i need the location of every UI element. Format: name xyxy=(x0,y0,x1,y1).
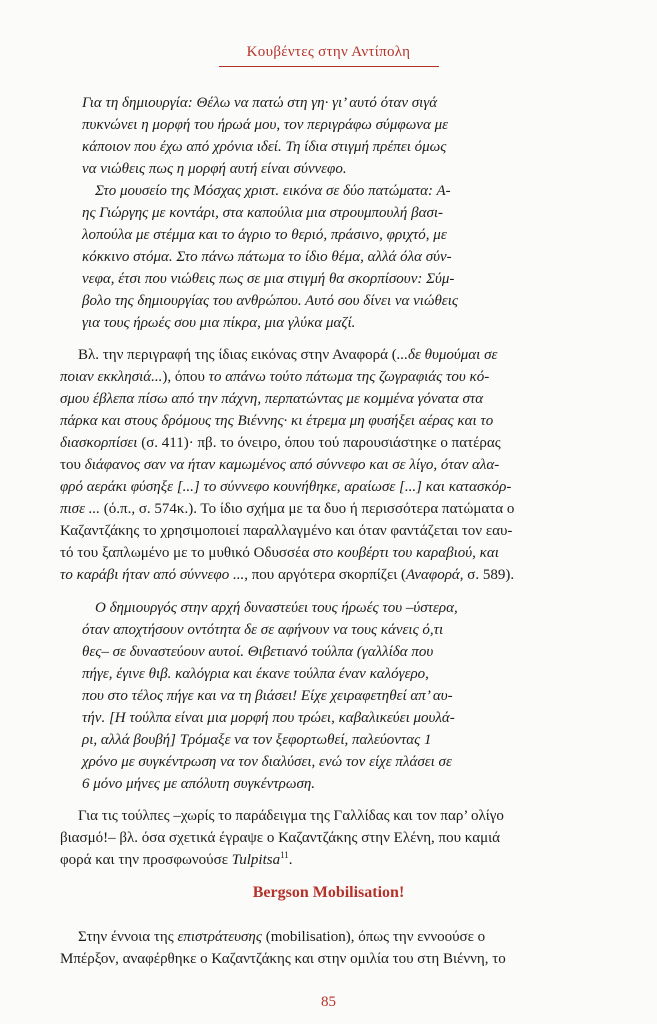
quote2-line: ρι, αλλά βουβή] Τρόμαξε να τον ξεφορτωθεί, παλεύοντας 1 xyxy=(82,732,432,748)
quote2-line: τήν. [Η τούλπα είναι μια μορφή που τρώει, καβαλικεύει μουλά- xyxy=(82,710,455,726)
text-run: διασκορπίσει xyxy=(60,435,138,451)
text-run: Αναφορά xyxy=(406,567,460,583)
para1-line xyxy=(60,366,489,388)
text-run: (ό.π., σ. 574κ.). Το ίδιο σχήμα με τα δυο ή περισσότερα πατώματα ο xyxy=(100,501,515,517)
quote2-line: 6 μόνο μήνες με απόλυτη συγκέντρωση. xyxy=(82,776,316,792)
quote1-line: νεφα, έτσι που νιώθεις πως σε μια στιγμή θα σκορπίσουν: Σύμ- xyxy=(82,271,455,287)
para1-line xyxy=(78,344,497,366)
text-run: πισε ... xyxy=(60,501,100,517)
quote1-line: κάποιον που έχω από χρόνια ιδεί. Τη ίδια στιγμή πρέπει όμως xyxy=(82,139,447,155)
quote1-line: κόκκινο στόμα. Στο πάνω πάτωμα το ίδιο θέμα, αλλά όλα σύν- xyxy=(82,249,452,265)
quote2-line: όταν αποχτήσουν οντότητα δε σε αφήνουν να τους κάνεις ό,τι xyxy=(82,622,444,638)
text-run: διάφανος σαν να ήταν καμωμένος από σύννεφο και σε λίγο, όταν αλα- xyxy=(84,457,500,473)
quote2-line: Ο δημιουργός στην αρχή δυναστεύει τους ήρωές του –ύστερα, xyxy=(95,600,458,616)
text-run: . xyxy=(288,852,293,868)
para1-line xyxy=(60,432,501,454)
text-run: Βλ. την περιγραφή της ίδιας εικόνας στην Αναφορά ( xyxy=(78,347,397,363)
text-run: (σ. 411)· πβ. το όνειρο, όπου τού παρουσιάστηκε ο πατέρας xyxy=(137,435,501,451)
para1-line: σμου έβλεπα πίσω από την πάχνη, περπατώντας με κομμένα γόνατα στα xyxy=(60,391,484,407)
text-run: τό του ξαπλωμένο με το μυθικό Οδυσσέα xyxy=(60,545,314,561)
text-run: (mobilisation), όπως την εννοούσε ο xyxy=(261,929,486,945)
text-run: ...δε θυμούμαι σε xyxy=(396,347,498,363)
text-run: Στην έννοια της xyxy=(78,929,178,945)
running-head-rule xyxy=(219,66,439,67)
text-run: το απάνω τούτο πάτωμα της ζωγραφιάς του κό- xyxy=(208,369,490,385)
para2-line xyxy=(60,849,293,871)
footnote-marker: 11 xyxy=(280,850,289,860)
quote2-line: πήγε, έγινε θιβ. καλόγρια και έκανε τούλπα έναν καλόγερο, xyxy=(82,666,429,682)
running-head: Κουβέντες στην Αντίπολη xyxy=(246,44,411,60)
para1-line xyxy=(60,542,499,564)
quote1-line: πυκνώνει η μορφή του ήρωά μου, τον περιγράφω σύμφωνα με xyxy=(82,117,449,133)
para1-line xyxy=(60,498,514,520)
quote1-line: ης Γιώργης με κοντάρι, στα καπούλια μια στρουμπουλή βασι- xyxy=(82,205,444,221)
para1-line xyxy=(60,454,499,476)
text-run: , σ. 589). xyxy=(459,567,515,583)
quote1-line: Στο μουσείο της Μόσχας χριστ. εικόνα σε δύο πατώματα: Α- xyxy=(95,183,451,199)
text-run: επιστράτευσης xyxy=(177,929,262,945)
quote2-line: χρόνο με συγκέντρωση να τον διαλύσει, ενώ τον είχε πλάσει σε xyxy=(82,754,452,770)
para3-line xyxy=(78,926,485,948)
page-number: 85 xyxy=(321,994,336,1010)
quote1-line: να νιώθεις πως η μορφή αυτή είναι σύννεφο. xyxy=(82,161,347,177)
quote1-line: λοπούλα με στέμμα και το άγριο το θεριό, πράσινο, φριχτό, με xyxy=(82,227,447,243)
text-run: του xyxy=(60,457,85,473)
text-run: ποιαν εκκλησιά... xyxy=(60,369,163,385)
quote1-line: βολο της δημιουργίας του ανθρώπου. Αυτό σου δίνει να νιώθεις xyxy=(82,293,458,309)
para3-line: Μπέρξον, αναφέρθηκε ο Καζαντζάκης και στην ομιλία του στη Βιέννη, το xyxy=(60,951,506,967)
quote2-line: που στο τέλος πήγε και να τη βιάσει! Είχε χειραφετηθεί απ’ αυ- xyxy=(82,688,453,704)
para1-line: πάρκα και στους δρόμους της Βιέννης· κι έτρεμα μη φυσήξει αέρας και το xyxy=(60,413,494,429)
quote1-line: για τους ήρωές σου μια πίκρα, μια γλύκα μαζί. xyxy=(82,315,356,331)
para1-line xyxy=(60,564,514,586)
quote1-line: Για τη δημιουργία: Θέλω να πατώ στη γη· γι’ αυτό όταν σιγά xyxy=(82,95,438,111)
text-run: στο κουβέρτι του καραβιού, και xyxy=(313,545,499,561)
text-run: , που αργότερα σκορπίζει ( xyxy=(244,567,407,583)
para1-line: Καζαντζάκης το χρησιμοποιεί παραλλαγμένο και όταν φαντάζεται τον εαυ- xyxy=(60,523,513,539)
para1-line: φρό αεράκι φύσηξε [...] το σύννεφο κουνήθηκε, αραίωσε [...] και κατασκόρ- xyxy=(60,479,512,495)
text-run: Tulpitsa xyxy=(231,852,281,868)
para2-line: βιασμό!– βλ. όσα σχετικά έγραψε ο Καζαντζάκης στην Ελένη, που καμιά xyxy=(60,830,501,846)
para2-line: Για τις τούλπες –χωρίς το παράδειγμα της Γαλλίδας και τον παρ’ ολίγο xyxy=(78,808,504,824)
text-run: φορά και την προσφωνούσε xyxy=(60,852,232,868)
text-run: το καράβι ήταν από σύννεφο ... xyxy=(60,567,245,583)
section-title: Bergson Mobilisation! xyxy=(252,884,405,901)
text-run: ), όπου xyxy=(162,369,209,385)
quote2-line: θες– σε δυναστεύουν αυτοί. Θιβετιανό τούλπα (γαλλίδα που xyxy=(82,644,434,660)
